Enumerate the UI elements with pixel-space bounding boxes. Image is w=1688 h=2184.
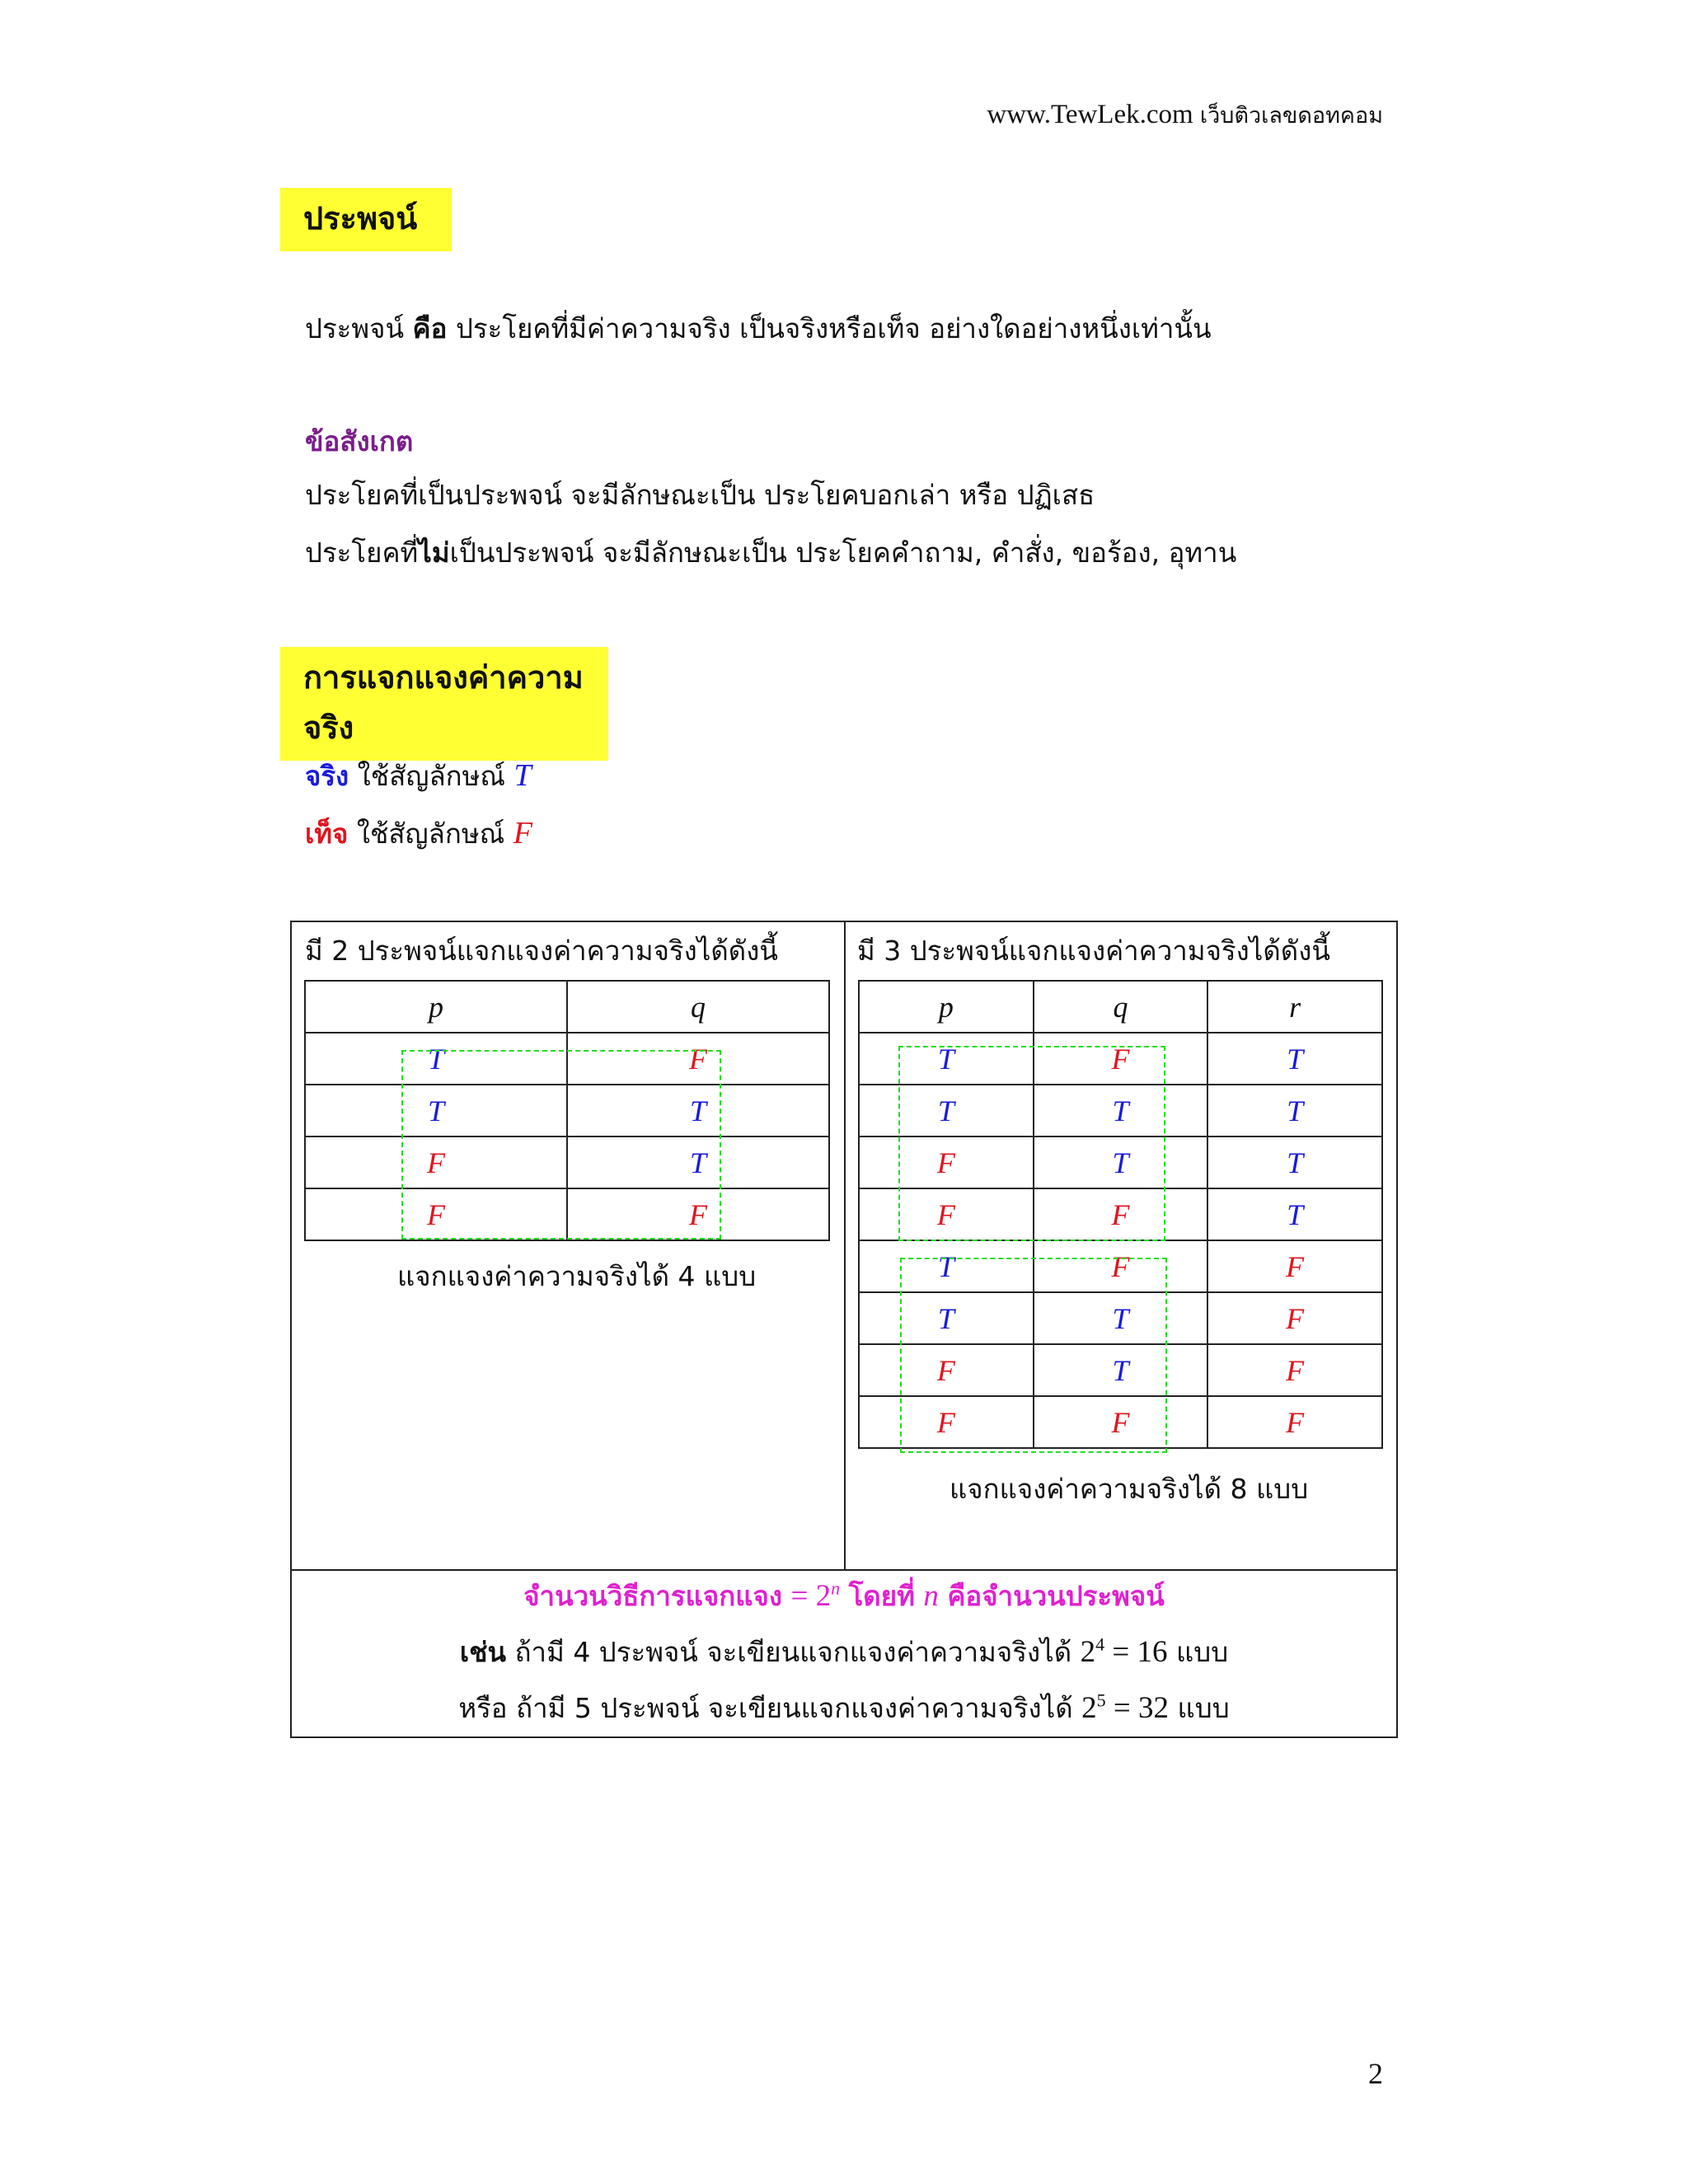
formula-text-b: โดยที่ (848, 1580, 915, 1612)
truth-cell: F (1207, 1292, 1382, 1344)
formula-eq: = 2 (790, 1579, 832, 1613)
table-row (305, 1085, 829, 1137)
example-result-2: = 32 (1105, 1691, 1170, 1725)
true-symbol-line (305, 757, 532, 796)
truth-cell: T (1034, 1085, 1208, 1137)
definition-keyword: คือ (412, 312, 448, 344)
section-heading-truth-values: การแจกแจงค่าความจริง (280, 647, 608, 761)
truth-table-3 (858, 980, 1383, 1449)
truth-cell: F (1034, 1033, 1208, 1085)
formula-text-a: จำนวนวิธีการแจกแจง (523, 1580, 782, 1612)
table-row (859, 1188, 1382, 1240)
truth-cell: T (1034, 1344, 1208, 1396)
false-text: ใช้สัญลักษณ์ (348, 818, 513, 850)
table-row (859, 1137, 1382, 1188)
formula-n: n (923, 1579, 939, 1613)
note-line-1: ประโยคที่เป็นประพจน์ จะมีลักษณะเป็น ประโยคบอกเล่า หรือ ปฏิเสธ (305, 479, 1095, 511)
truth-cell: F (567, 1033, 829, 1085)
table-row (859, 1240, 1382, 1292)
truth-cell: T (567, 1137, 829, 1188)
table-header-row (305, 981, 829, 1033)
example-result-1: = 16 (1104, 1635, 1168, 1669)
table-row (859, 1085, 1382, 1137)
note2-bold: ไม่ (418, 537, 450, 569)
truth-cell: F (859, 1396, 1034, 1448)
truth-cell: F (1207, 1240, 1382, 1292)
example-text-2: หรือ ถ้ามี 5 ประพจน์ จะเขียนแจกแจงค่าความจริงได้ (458, 1692, 1082, 1724)
table-row (305, 1137, 829, 1188)
site-thai-name: เว็บติวเลขดอทคอม (1199, 103, 1383, 129)
truth-cell: F (567, 1188, 829, 1240)
table-header-row (859, 981, 1382, 1033)
example-base-1: 2 (1080, 1635, 1096, 1669)
table-row (305, 1188, 829, 1240)
truth-cell: T (305, 1033, 567, 1085)
example-exp-1: 4 (1095, 1633, 1105, 1655)
truth-cell: F (1034, 1396, 1208, 1448)
formula-exp: n (831, 1577, 841, 1599)
truth-cell: F (859, 1344, 1034, 1396)
truth-cell: T (567, 1085, 829, 1137)
table3-footer: แจกแจงค่าความจริงได้ 8 แบบ (950, 1473, 1309, 1505)
definition-text: ประโยคที่มีค่าความจริง เป็นจริงหรือเท็จ อย่างใดอย่างหนึ่งเท่านั้น (447, 312, 1212, 344)
truth-cell: T (859, 1292, 1034, 1344)
section-heading-proposition: ประพจน์ (280, 188, 452, 251)
box-divider-horizontal (290, 1569, 1398, 1571)
definition-line (305, 312, 1212, 345)
table2-footer: แจกแจงค่าความจริงได้ 4 แบบ (397, 1260, 757, 1292)
formula-line-1 (290, 1574, 1398, 1618)
table-row (859, 1396, 1382, 1448)
truth-cell: T (1207, 1188, 1382, 1240)
table2-caption: มี 2 ประพจน์แจกแจงค่าความจริงได้ดังนี้ (305, 935, 778, 967)
header-cell: p (305, 981, 567, 1033)
formula-line-2 (290, 1630, 1398, 1674)
example-text-1: ถ้ามี 4 ประพจน์ จะเขียนแจกแจงค่าความจริงได้ (506, 1636, 1081, 1668)
truth-cell: T (1034, 1292, 1208, 1344)
formula-text-c: คือจำนวนประพจน์ (947, 1580, 1165, 1612)
truth-cell: F (859, 1137, 1034, 1188)
truth-table-2 (304, 980, 830, 1241)
truth-cell: T (859, 1033, 1034, 1085)
true-symbol: T (513, 758, 532, 793)
truth-cell: F (859, 1188, 1034, 1240)
box-divider-vertical (844, 921, 846, 1570)
table3-caption: มี 3 ประพจน์แจกแจงค่าความจริงได้ดังนี้ (857, 935, 1330, 967)
truth-cell: T (1034, 1137, 1208, 1188)
definition-prefix: ประพจน์ (305, 312, 413, 344)
false-symbol-line (305, 814, 532, 854)
site-url[interactable]: www.TewLek.com (987, 100, 1193, 129)
table-row (305, 1033, 829, 1085)
header-cell: q (1034, 981, 1208, 1033)
truth-cell: F (1207, 1344, 1382, 1396)
example-unit-1: แบบ (1167, 1636, 1229, 1668)
formula-line-3 (290, 1686, 1398, 1730)
header-cell: q (567, 981, 829, 1033)
note-title: ข้อสังเกต (305, 425, 414, 457)
false-symbol: F (513, 816, 532, 851)
truth-cell: T (859, 1085, 1034, 1137)
example-keyword: เช่น (459, 1636, 507, 1668)
truth-cell: T (1207, 1085, 1382, 1137)
note2-prefix: ประโยคที่ (305, 537, 419, 569)
truth-cell: F (305, 1137, 567, 1188)
table-row (859, 1292, 1382, 1344)
false-word: เท็จ (305, 818, 349, 850)
truth-cell: T (305, 1085, 567, 1137)
header-cell: p (859, 981, 1034, 1033)
example-unit-2: แบบ (1169, 1692, 1230, 1724)
note-line-2 (305, 536, 1236, 569)
truth-cell: T (1207, 1033, 1382, 1085)
truth-cell: F (1034, 1240, 1208, 1292)
truth-cell: T (859, 1240, 1034, 1292)
truth-cell: F (1207, 1396, 1382, 1448)
example-base-2: 2 (1081, 1691, 1097, 1725)
table-row (859, 1344, 1382, 1396)
true-word: จริง (305, 760, 349, 792)
page-number: 2 (1368, 2057, 1383, 2090)
header-cell: r (1207, 981, 1382, 1033)
note2-text: เป็นประพจน์ จะมีลักษณะเป็น ประโยคคำถาม, คำสั่ง, ขอร้อง, อุทาน (449, 537, 1237, 569)
truth-cell: T (1207, 1137, 1382, 1188)
true-text: ใช้สัญลักษณ์ (349, 760, 514, 792)
site-header (987, 97, 1383, 133)
truth-cell: F (1034, 1188, 1208, 1240)
example-exp-2: 5 (1096, 1690, 1106, 1711)
truth-cell: F (305, 1188, 567, 1240)
table-row (859, 1033, 1382, 1085)
